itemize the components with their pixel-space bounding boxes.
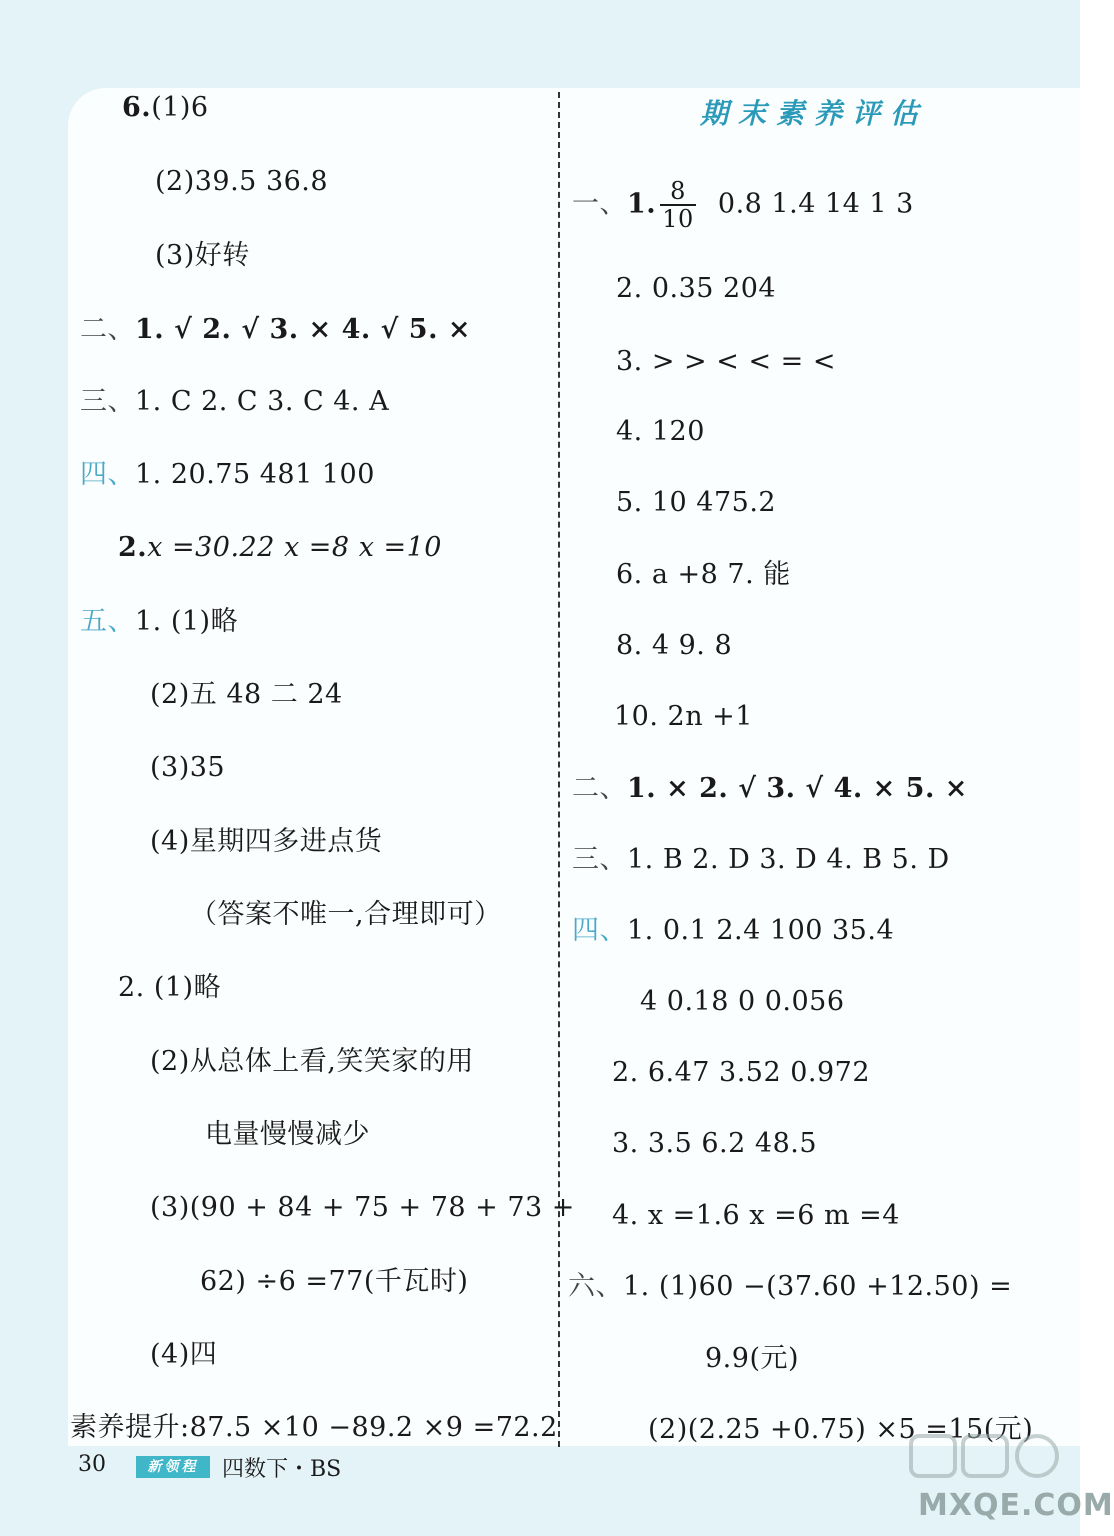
- right-s4-q4: 4. x =1.6 x =6 m =4: [612, 1200, 900, 1231]
- right-s1-q2: 2. 0.35 204: [616, 273, 777, 304]
- left-q6-part1: 6.(1)6: [122, 92, 209, 123]
- left-s5-q2-part2a: (2)从总体上看,笑笑家的用: [150, 1046, 474, 1077]
- column-divider: [558, 92, 560, 1447]
- left-s5-q1-part4: (4)星期四多进点货: [150, 826, 383, 857]
- right-s4-q3: 3. 3.5 6.2 48.5: [612, 1128, 818, 1159]
- right-section-2: 二、1. × 2. √ 3. √ 4. × 5. ×: [572, 773, 968, 804]
- right-s1-q4: 4. 120: [616, 416, 705, 447]
- right-s6-q1-cont: 9.9(元): [705, 1343, 800, 1374]
- brand-badge: 新领程: [136, 1456, 210, 1478]
- left-section-5-q1: 五、1. (1)略: [80, 606, 239, 637]
- watermark-text: MXQE.COM: [918, 1488, 1114, 1523]
- left-s5-q2-part2b: 电量慢慢减少: [205, 1119, 370, 1150]
- right-s4-q1-cont: 4 0.18 0 0.056: [640, 986, 845, 1017]
- book-subject: 四数下・BS: [222, 1457, 342, 1482]
- left-section-4-q2: 2.x =30.22 x =8 x =10: [118, 532, 442, 563]
- fraction: $\frac{8}{10}$: [662, 177, 694, 233]
- right-section-3: 三、1. B 2. D 3. D 4. B 5. D: [572, 844, 950, 875]
- left-s5-q2-part3b: 62) ÷6 =77(千瓦时): [200, 1266, 469, 1297]
- right-s1-q3: 3. > > < < = <: [616, 346, 836, 377]
- right-s1-q6-q7: 6. a +8 7. 能: [616, 559, 791, 590]
- left-s5-q2-part3a: (3)(90 + 84 + 75 + 78 + 73 +: [150, 1192, 575, 1223]
- left-s5-q1-part3: (3)35: [150, 752, 226, 783]
- left-q6-part2: (2)39.5 36.8: [155, 166, 329, 197]
- left-extra-question: 素养提升:87.5 ×10 −89.2 ×9 =72.2: [70, 1412, 558, 1443]
- left-s5-q1-part2: (2)五 48 二 24: [150, 679, 343, 710]
- left-section-4-q1: 四、1. 20.75 481 100: [80, 459, 375, 490]
- right-section-4-q1: 四、1. 0.1 2.4 100 35.4: [572, 915, 895, 946]
- left-s5-q2-part1: 2. (1)略: [118, 972, 222, 1003]
- right-s1-q10: 10. 2n +1: [614, 701, 753, 732]
- right-s1-q8-q9: 8. 4 9. 8: [616, 630, 733, 661]
- left-s5-q2-part4: (4)四: [150, 1339, 218, 1370]
- left-s5-q1-note: （答案不唯一,合理即可）: [190, 899, 502, 930]
- right-s4-q2: 2. 6.47 3.52 0.972: [612, 1057, 871, 1088]
- right-s6-q1-part2: (2)(2.25 +0.75) ×5 =15(元): [648, 1414, 1034, 1445]
- left-q6-part3: (3)好转: [155, 240, 250, 271]
- page-number: 30: [78, 1452, 106, 1477]
- left-section-2: 二、1. √ 2. √ 3. × 4. √ 5. ×: [80, 314, 472, 345]
- left-section-3: 三、1. C 2. C 3. C 4. A: [80, 386, 390, 417]
- right-section-title: 期末素养评估: [700, 97, 929, 130]
- right-section-1-q1: 一、1. $\frac{8}{10}$ 0.8 1.4 14 1 3: [572, 177, 914, 233]
- right-section-6-q1: 六、1. (1)60 −(37.60 +12.50) =: [568, 1271, 1013, 1302]
- right-s1-q5: 5. 10 475.2: [616, 487, 777, 518]
